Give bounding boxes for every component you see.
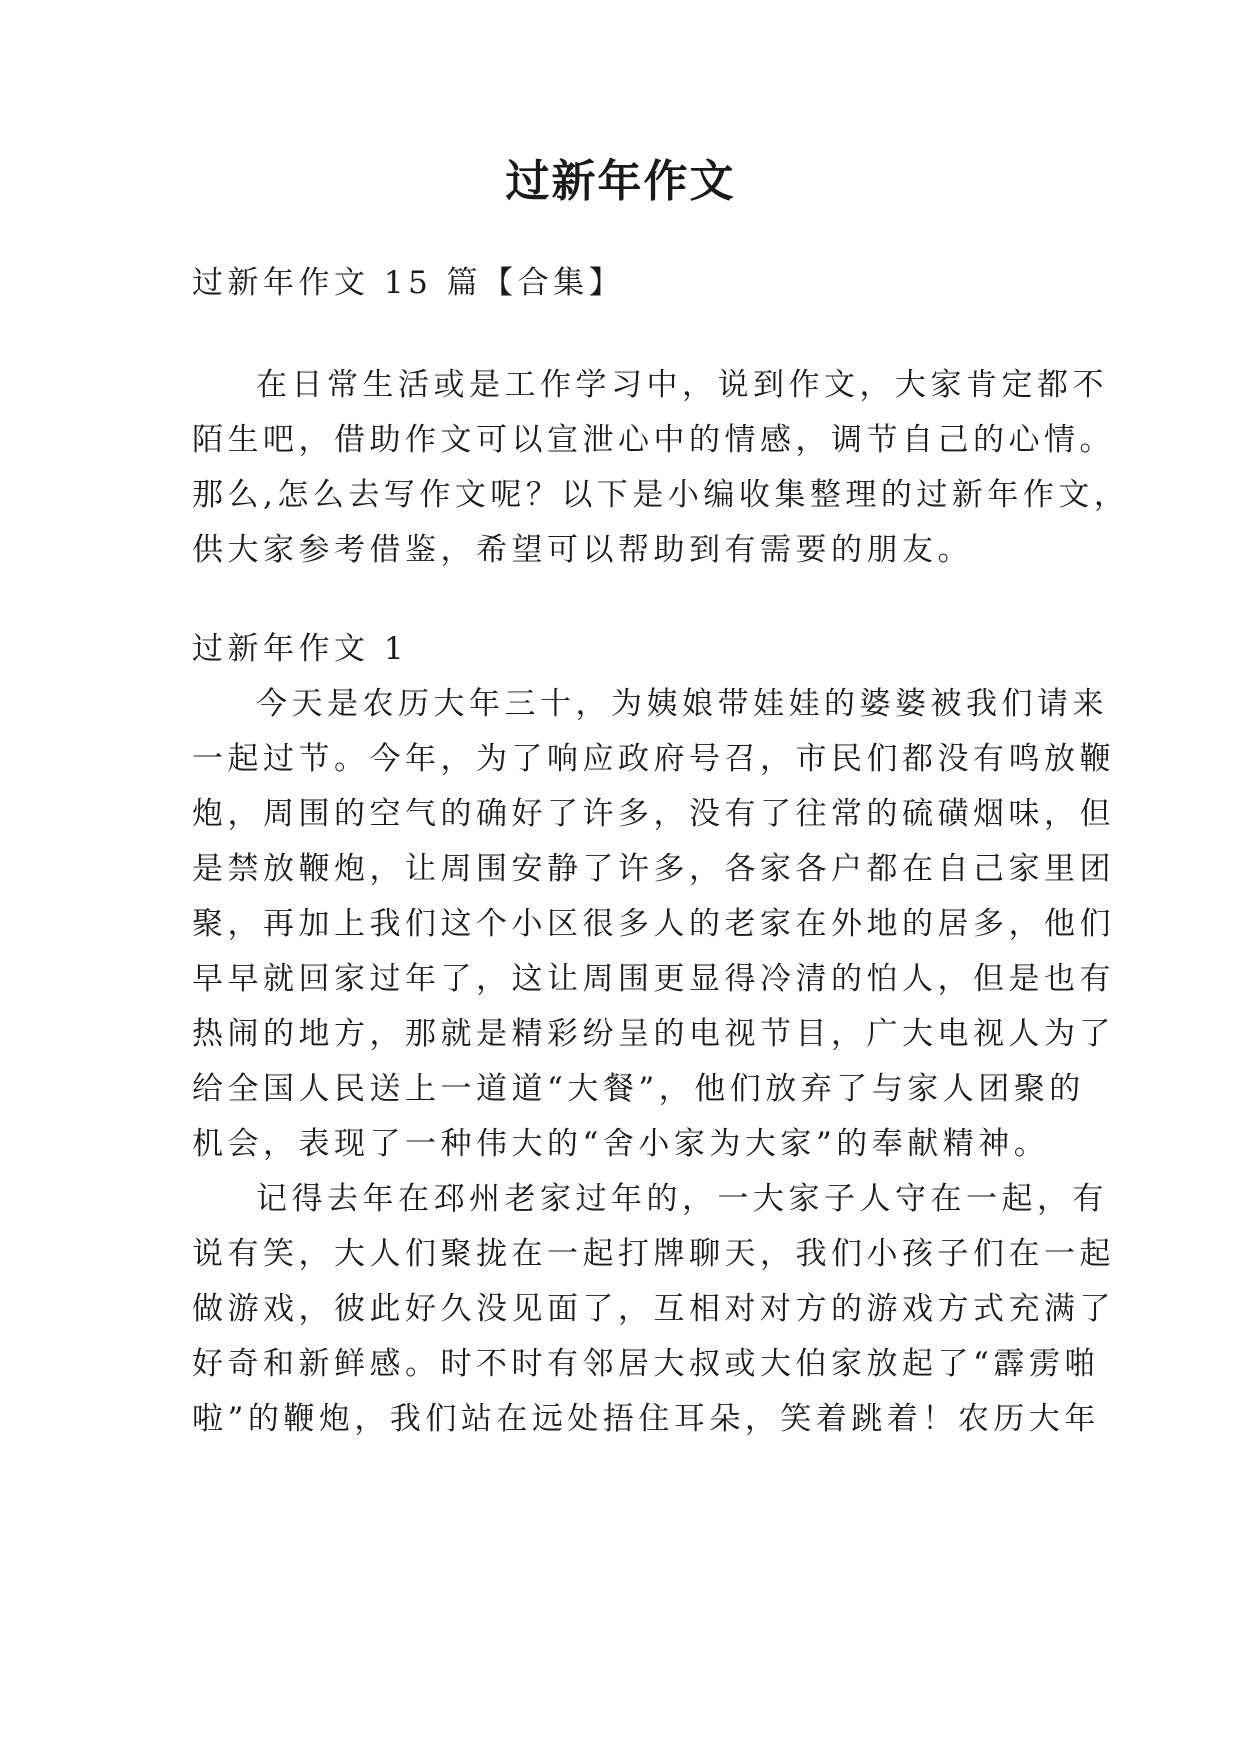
paragraph-line: 早早就回家过年了，这让周围更显得冷清的怕人，但是也有	[192, 961, 1115, 997]
paragraph-line: 炮，周围的空气的确好了许多，没有了往常的硫磺烟味，但	[192, 796, 1115, 832]
paragraph-line: 是禁放鞭炮，让周围安静了许多，各家各户都在自己家里团	[192, 851, 1115, 887]
document-title: 过新年作文	[505, 156, 736, 207]
paragraph-line: 机会，表现了一种伟大的“舍小家为大家”的奉献精神。	[192, 1126, 1050, 1162]
intro-line: 那么,怎么去写作文呢？以下是小编收集整理的过新年作文，	[192, 477, 1130, 513]
paragraph-line: 一起过节。今年，为了响应政府号召，市民们都没有鸣放鞭	[192, 741, 1115, 777]
intro-line: 陌生吧，借助作文可以宣泄心中的情感，调节自己的心情。	[192, 422, 1115, 458]
paragraph-line: 记得去年在邳州老家过年的，一大家子人守在一起，有	[256, 1181, 1108, 1217]
paragraph-line: 做游戏，彼此好久没见面了，互相对对方的游戏方式充满了	[192, 1291, 1115, 1327]
document-subtitle: 过新年作文 15 篇【合集】	[192, 265, 625, 301]
paragraph-line: 聚，再加上我们这个小区很多人的老家在外地的居多，他们	[192, 906, 1115, 942]
section-heading: 过新年作文 1	[192, 631, 409, 667]
paragraph-line: 啦”的鞭炮，我们站在远处捂住耳朵，笑着跳着！农历大年	[192, 1401, 1100, 1437]
intro-line: 供大家参考借鉴，希望可以帮助到有需要的朋友。	[192, 532, 973, 568]
paragraph-line: 热闹的地方，那就是精彩纷呈的电视节目，广大电视人为了	[192, 1016, 1115, 1052]
paragraph-line: 今天是农历大年三十，为姨娘带娃娃的婆婆被我们请来	[256, 686, 1108, 722]
paragraph-line: 好奇和新鲜感。时不时有邻居大叔或大伯家放起了“霹雳啪	[192, 1346, 1100, 1382]
paragraph-line: 说有笑，大人们聚拢在一起打牌聊天，我们小孩子们在一起	[192, 1236, 1115, 1272]
intro-line: 在日常生活或是工作学习中，说到作文，大家肯定都不	[256, 367, 1108, 403]
paragraph-line: 给全国人民送上一道道“大餐”，他们放弃了与家人团聚的	[192, 1071, 1085, 1107]
